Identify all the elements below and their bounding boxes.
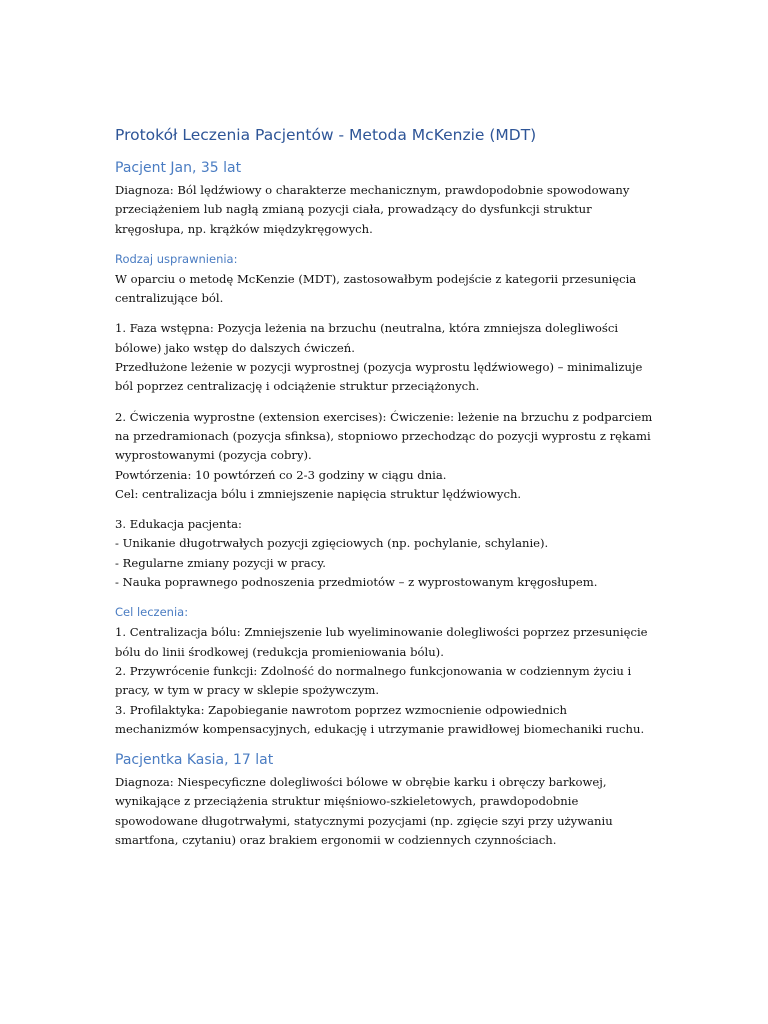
phase2-paragraph: [115, 408, 660, 504]
text-line: 1. Centralizacja bólu: Zmniejszenie lub wyeliminowanie dolegliwości poprzez przesunięcie: [115, 625, 648, 640]
text-line: 3. Edukacja pacjenta:: [115, 517, 242, 532]
text-line: Cel: centralizacja bólu i zmniejszenie napięcia struktur lędźwiowych.: [115, 486, 522, 501]
text-line: mechanizmów kompensacyjnych, edukację i utrzymanie prawidłowej biomechaniki ruchu.: [115, 721, 645, 736]
text-line: Diagnoza: Ból lędźwiowy o charakterze mechanicznym, prawdopodobnie spowodowany: [115, 183, 630, 197]
phase1-paragraph: [115, 319, 660, 396]
text-line: kręgosłupa, np. krążków międzykręgowych.: [115, 221, 373, 236]
rehab-intro-paragraph: [115, 270, 660, 309]
text-line: 2. Ćwiczenia wyprostne (extension exercises): Ćwiczenie: leżenie na brzuchu z podparciem: [115, 409, 653, 424]
text-line: - Regularne zmiany pozycji w pracy.: [115, 555, 326, 570]
text-line: smartfona, czytaniu) oraz brakiem ergonomii w codziennych czynnościach.: [115, 833, 557, 848]
text-line: przeciążeniem lub nagłą zmianą pozycji ciała, prowadzący do dysfunkcji struktur: [115, 202, 592, 217]
goal-heading: Cel leczenia:: [115, 605, 189, 620]
patient-heading-kasia: Pacjentka Kasia, 17 lat: [115, 752, 274, 769]
goals-paragraph: [115, 623, 660, 739]
diagnosis-paragraph-kasia: [115, 773, 660, 850]
rehab-heading: Rodzaj usprawnienia:: [115, 251, 238, 266]
patient-heading-jan: Pacjent Jan, 35 lat: [115, 160, 242, 176]
text-line: bólowe) jako wstęp do dalszych ćwiczeń.: [115, 340, 355, 355]
text-line: wynikające z przeciążenia struktur mięśniowo-szkieletowych, prawdopodobnie: [115, 794, 579, 809]
text-line: - Nauka poprawnego podnoszenia przedmiotów – z wyprostowanym kręgosłupem.: [115, 575, 598, 590]
text-line: 2. Przywrócenie funkcji: Zdolność do normalnego funkcjonowania w codziennym życiu i: [115, 663, 632, 678]
text-line: Przedłużone leżenie w pozycji wyprostnej (pozycja wyprostu lędźwiowego) – minimalizuje: [115, 360, 643, 375]
text-line: na przedramionach (pozycja sfinksa), stopniowo przechodząc do pozycji wyprostu z rękami: [115, 428, 651, 443]
text-line: spowodowane długotrwałymi, statycznymi pozycjami (np. zgięcie szyi przy używaniu: [115, 813, 613, 828]
text-line: - Unikanie długotrwałych pozycji zgięciowych (np. pochylanie, schylanie).: [115, 536, 549, 551]
text-line: pracy, w tym w pracy w sklepie spożywczym.: [115, 683, 380, 698]
phase3-paragraph: [115, 515, 660, 592]
text-line: wyprostowanymi (pozycja cobry).: [115, 448, 312, 463]
diagnosis-paragraph-jan: [115, 181, 660, 239]
document-title: Protokół Leczenia Pacjentów - Metoda McKenzie (MDT): [115, 126, 537, 144]
text-line: centralizujące ból.: [115, 291, 224, 306]
text-line: ból poprzez centralizację i odciążenie struktur przeciążonych.: [115, 379, 480, 394]
text-line: Diagnoza: Niespecyficzne dolegliwości bólowe w obrębie karku i obręczy barkowej,: [115, 775, 607, 790]
text-line: Powtórzenia: 10 powtórzeń co 2-3 godziny w ciągu dnia.: [115, 467, 447, 482]
text-line: W oparciu o metodę McKenzie (MDT), zastosowałbym podejście z kategorii przesunięcia: [115, 271, 637, 286]
document-content: [115, 124, 660, 850]
text-line: bólu do linii środkowej (redukcja promieniowania bólu).: [115, 644, 444, 659]
text-line: 3. Profilaktyka: Zapobieganie nawrotom poprzez wzmocnienie odpowiednich: [115, 702, 567, 717]
text-line: 1. Faza wstępna: Pozycja leżenia na brzuchu (neutralna, która zmniejsza dolegliwości: [115, 321, 619, 336]
